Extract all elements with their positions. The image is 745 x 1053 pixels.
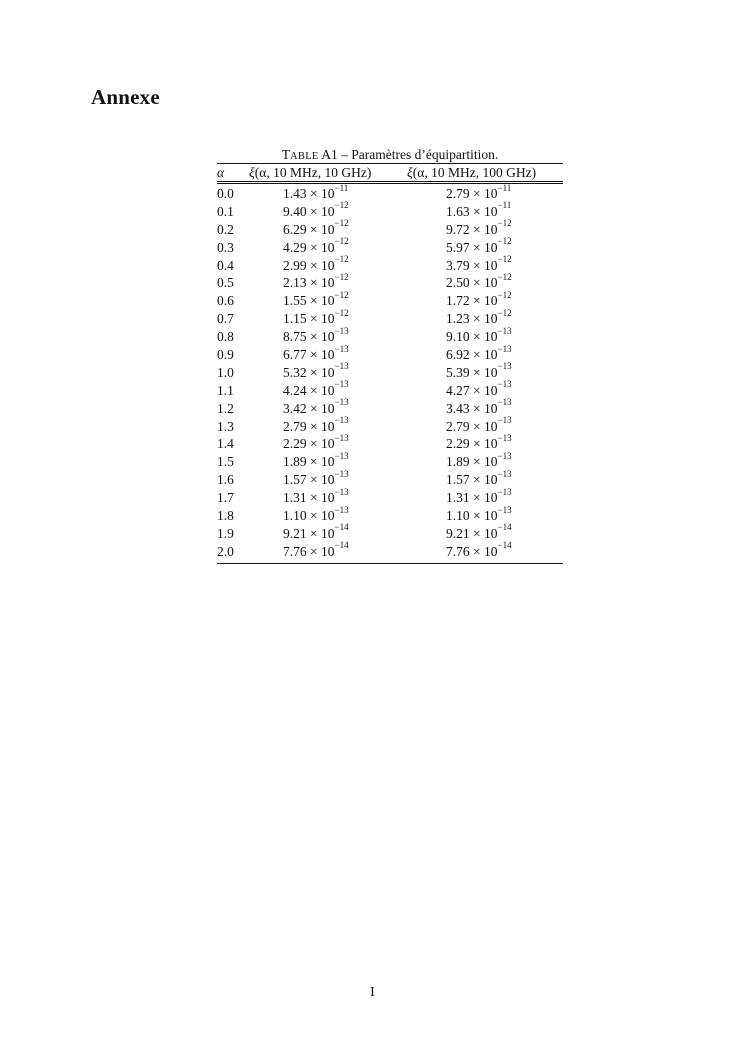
- cell-exponent: −11: [334, 182, 349, 193]
- cell-exponent: −12: [334, 236, 349, 247]
- cell-exponent: −13: [334, 325, 349, 336]
- cell-xi-10ghz: [283, 325, 446, 346]
- cell-xi-10ghz: [283, 522, 446, 543]
- cell-mantissa: 8.75 × 10: [283, 329, 335, 345]
- cell-alpha: 1.7: [217, 490, 234, 506]
- cell-mantissa: 3.42 × 10: [283, 400, 335, 416]
- cell-mantissa: 9.72 × 10: [446, 221, 498, 237]
- cell-mantissa: 1.57 × 10: [283, 472, 335, 488]
- cell-mantissa: 9.10 × 10: [446, 329, 498, 345]
- cell-xi-10ghz: [283, 236, 446, 257]
- cell-mantissa: 4.29 × 10: [283, 239, 335, 255]
- cell-exponent: −13: [334, 468, 349, 479]
- cell-exponent: −13: [497, 379, 512, 390]
- cell-exponent: −12: [334, 200, 349, 211]
- cell-mantissa: 6.29 × 10: [283, 221, 335, 237]
- header-col3-args: (α, 10 MHz, 100 GHz): [412, 165, 537, 180]
- cell-alpha: 2.0: [217, 543, 234, 559]
- cell-alpha: 1.5: [217, 454, 234, 470]
- header-xi-100ghz: [407, 164, 557, 181]
- cell-mantissa: 5.32 × 10: [283, 364, 335, 380]
- cell-mantissa: 6.77 × 10: [283, 347, 335, 363]
- table-header-row: [217, 164, 563, 181]
- cell-exponent: −14: [334, 522, 349, 533]
- cell-exponent: −13: [334, 379, 349, 390]
- header-alpha: α: [217, 165, 225, 180]
- cell-mantissa: 6.92 × 10: [446, 347, 498, 363]
- cell-alpha: 0.7: [217, 311, 234, 327]
- cell-mantissa: 1.63 × 10: [446, 203, 498, 219]
- page-number: I: [370, 985, 375, 1000]
- cell-alpha: 1.1: [217, 382, 234, 398]
- cell-xi-10ghz: [283, 254, 446, 275]
- cell-mantissa: 4.24 × 10: [283, 382, 335, 398]
- cell-alpha: 1.9: [217, 525, 234, 541]
- cell-mantissa: 1.57 × 10: [446, 472, 498, 488]
- cell-alpha: 0.4: [217, 257, 234, 273]
- cell-mantissa: 9.40 × 10: [283, 203, 335, 219]
- cell-mantissa: 1.15 × 10: [283, 311, 335, 327]
- table-caption: [261, 146, 519, 163]
- cell-mantissa: 5.97 × 10: [446, 239, 498, 255]
- cell-exponent: −13: [497, 397, 512, 408]
- cell-xi-10ghz: [283, 486, 446, 507]
- cell-exponent: −14: [334, 540, 349, 551]
- cell-exponent: −12: [334, 289, 349, 300]
- cell-alpha: 0.0: [217, 186, 234, 201]
- cell-xi-10ghz: [283, 271, 446, 292]
- cell-mantissa: 9.21 × 10: [446, 525, 498, 541]
- cell-alpha: 0.3: [217, 239, 234, 255]
- header-xi-symbol: ξ: [407, 165, 413, 180]
- cell-xi-10ghz: [283, 289, 446, 310]
- header-xi-10ghz: [247, 164, 407, 181]
- cell-xi-10ghz: [283, 540, 446, 561]
- cell-xi-10ghz: [283, 379, 446, 400]
- cell-alpha: 1.3: [217, 418, 234, 434]
- cell-exponent: −11: [497, 200, 512, 211]
- cell-alpha: 0.8: [217, 329, 234, 345]
- cell-xi-10ghz: [283, 450, 446, 471]
- cell-exponent: −13: [334, 504, 349, 515]
- section-heading: Annexe: [91, 85, 160, 109]
- cell-xi-10ghz: [283, 307, 446, 328]
- table-body: [217, 182, 563, 561]
- cell-xi-10ghz: [283, 343, 446, 364]
- cell-mantissa: 9.21 × 10: [283, 525, 335, 541]
- cell-xi-10ghz: [283, 397, 446, 418]
- cell-exponent: −13: [334, 450, 349, 461]
- cell-exponent: −12: [497, 271, 512, 282]
- cell-alpha: 1.6: [217, 472, 234, 488]
- cell-exponent: −13: [334, 343, 349, 354]
- cell-mantissa: 5.39 × 10: [446, 364, 498, 380]
- cell-exponent: −13: [334, 486, 349, 497]
- cell-mantissa: 1.10 × 10: [446, 508, 498, 524]
- cell-mantissa: 1.72 × 10: [446, 293, 498, 309]
- cell-alpha: 0.6: [217, 293, 234, 309]
- caption-label-smallcaps: ABLE: [290, 151, 319, 162]
- cell-exponent: −13: [334, 432, 349, 443]
- cell-mantissa: 1.23 × 10: [446, 311, 498, 327]
- cell-exponent: −12: [497, 254, 512, 265]
- cell-alpha: 1.0: [217, 364, 234, 380]
- cell-mantissa: 1.89 × 10: [446, 454, 498, 470]
- cell-exponent: −13: [497, 504, 512, 515]
- caption-label-initial: T: [281, 147, 291, 162]
- cell-exponent: −12: [497, 218, 512, 229]
- cell-alpha: 1.2: [217, 400, 234, 416]
- cell-xi-10ghz: [283, 415, 446, 436]
- cell-exponent: −13: [334, 415, 349, 426]
- cell-mantissa: 3.43 × 10: [446, 400, 498, 416]
- cell-exponent: −13: [497, 325, 512, 336]
- cell-mantissa: 2.99 × 10: [283, 257, 335, 273]
- cell-exponent: −13: [334, 397, 349, 408]
- cell-exponent: −11: [497, 182, 512, 193]
- cell-mantissa: 2.79 × 10: [446, 418, 498, 434]
- cell-exponent: −12: [497, 289, 512, 300]
- cell-xi-10ghz: [283, 504, 446, 525]
- header-xi-symbol: ξ: [249, 165, 255, 180]
- cell-mantissa: 7.76 × 10: [446, 543, 498, 559]
- cell-alpha: 0.9: [217, 347, 234, 363]
- cell-exponent: −12: [497, 307, 512, 318]
- table-row: [217, 182, 563, 203]
- cell-xi-10ghz: [283, 432, 446, 453]
- cell-mantissa: 2.13 × 10: [283, 275, 335, 291]
- cell-exponent: −13: [497, 432, 512, 443]
- table-row: [217, 540, 563, 561]
- cell-mantissa: 1.10 × 10: [283, 508, 335, 524]
- cell-mantissa: 2.79 × 10: [446, 186, 498, 201]
- cell-exponent: −12: [497, 236, 512, 247]
- cell-mantissa: 2.79 × 10: [283, 418, 335, 434]
- cell-mantissa: 7.76 × 10: [283, 543, 335, 559]
- cell-mantissa: 1.55 × 10: [283, 293, 335, 309]
- table-bottom-rule: [217, 563, 563, 564]
- cell-exponent: −13: [497, 415, 512, 426]
- cell-alpha: 1.8: [217, 508, 234, 524]
- cell-mantissa: 1.89 × 10: [283, 454, 335, 470]
- cell-exponent: −12: [334, 254, 349, 265]
- cell-exponent: −13: [497, 486, 512, 497]
- cell-alpha: 0.5: [217, 275, 234, 291]
- header-col2-args: (α, 10 MHz, 10 GHz): [254, 165, 372, 180]
- cell-xi-10ghz: [283, 361, 446, 382]
- caption-number: A1: [321, 147, 338, 162]
- cell-mantissa: 1.31 × 10: [446, 490, 498, 506]
- cell-mantissa: 2.29 × 10: [446, 436, 498, 452]
- cell-mantissa: 2.29 × 10: [283, 436, 335, 452]
- cell-alpha: 0.1: [217, 203, 234, 219]
- caption-text: – Paramètres d’équipartition.: [341, 147, 499, 162]
- cell-exponent: −14: [497, 540, 512, 551]
- cell-mantissa: 1.43 × 10: [283, 186, 335, 201]
- table-header-double-rule: [217, 181, 563, 184]
- cell-exponent: −12: [334, 271, 349, 282]
- cell-exponent: −13: [334, 361, 349, 372]
- equipartition-table: [217, 146, 563, 564]
- cell-exponent: −12: [334, 218, 349, 229]
- cell-exponent: −13: [497, 450, 512, 461]
- cell-mantissa: 2.50 × 10: [446, 275, 498, 291]
- cell-mantissa: 1.31 × 10: [283, 490, 335, 506]
- cell-xi-10ghz: [283, 218, 446, 239]
- cell-xi-10ghz: [283, 182, 446, 203]
- cell-alpha: 1.4: [217, 436, 234, 452]
- cell-exponent: −13: [497, 468, 512, 479]
- cell-mantissa: 3.79 × 10: [446, 257, 498, 273]
- cell-exponent: −12: [334, 307, 349, 318]
- cell-xi-10ghz: [283, 200, 446, 221]
- cell-exponent: −13: [497, 361, 512, 372]
- cell-xi-100ghz: [446, 540, 563, 561]
- cell-xi-10ghz: [283, 468, 446, 489]
- cell-exponent: −14: [497, 522, 512, 533]
- cell-alpha: 0.2: [217, 221, 234, 237]
- cell-exponent: −13: [497, 343, 512, 354]
- cell-mantissa: 4.27 × 10: [446, 382, 498, 398]
